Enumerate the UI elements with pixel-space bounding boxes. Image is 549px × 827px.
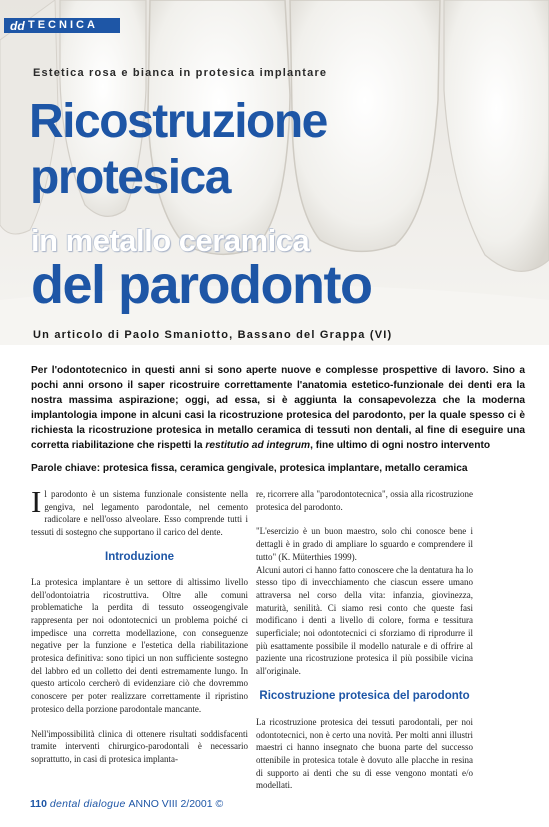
left-column: [31, 484, 248, 778]
section-tag: [4, 18, 120, 33]
kicker: Estetica rosa e bianca in protesica implantare: [33, 67, 328, 79]
abstract-latin: restitutio ad integrum: [205, 440, 311, 451]
issue-info: ANNO VIII 2/2001 ©: [128, 798, 224, 810]
title-line-2: protesica: [30, 151, 230, 204]
abstract-text: Per l'odontotecnico in questi anni si sono aperte nuove e complesse prospettive di lavoro. Sino a pochi anni orsono il saper ricostruire correttamente l'anatomia estetico-funzionale dei denti era la nostra massima aspirazione; oggi, ad essa, si è aggiunta la consapevolezza che la moderna implantologia impone in alcuni casi la ricostruzione protesica del parodonto, per la quale spesso ci è richiesta la ricostruzione protesica in metallo ceramica di tessuti non dentali, al fine di eseguire una corretta riabilitazione che rispetti la: [31, 365, 525, 451]
intro-text: l parodonto è un sistema funzionale consistente nella gengiva, nel legamento parodontale, nel cemento radicolare e nell'osso alveolare. Esso comprende tutti i tessuti di sostegno che supportano il carico del dente.: [31, 489, 248, 538]
paragraph: re, ricorrere alla "parodontotecnica", ossia alla ricostruzione protesica del parodonto.: [256, 489, 473, 512]
title-line-1: Ricostruzione: [29, 95, 327, 148]
keywords: Parole chiave: protesica fissa, ceramica gengivale, protesica implantare, metallo ceramica: [31, 463, 468, 474]
page-number: 110: [30, 798, 47, 810]
right-column: [256, 488, 473, 804]
paragraph: Alcuni autori ci hanno fatto conoscere che la dentatura ha lo stesso tipo di invecchiamento che ciascun essere umano attraversa nel corso della vita: infanzia, giovinezza, maturità, senilità. Ci siamo resi conto che queste fasi modificano i denti a livello di colore, forma e tessitura superficiale; noi odontotecnici ci sforziamo di riprodurre il più esattamente possibile il modello naturale e di offrire al paziente una ricostruzione protesica il più possibile vicina all'originale.: [256, 564, 473, 677]
abstract: [31, 363, 525, 453]
title-line-4: del parodonto: [31, 255, 372, 315]
quote: "L'esercizio è un buon maestro, solo chi conosce bene i dettagli è in grado di ampliare lo sguardo e comprendere il tutto" (K. Müterthies 1999).: [256, 526, 473, 562]
intro-paragraph: [31, 484, 248, 539]
abstract-end: , fine ultimo di ogni nostro intervento: [310, 440, 491, 451]
paragraph: La protesica implantare è un settore di altissimo livello dell'odontoiatria ricostruttiva. Oltre alle comuni problematiche la perdita di tessuto osseogengivale rappresenta per noi odontotecnici un problema poiché ci impedisce una corretta modellazione, con conseguenze negative per la funzione e l'estetica della riabilitazione protesica definitiva: sono tipici un non sufficiente sostegno del labbro ed un colletto dei denti estremamente lungo. In questo articolo cercherò di evidenziare ciò che dovremmo conoscere per poter realizzare correttamente il ripristino protesico della porzione parodontale mancante.: [31, 576, 248, 714]
heading-introduzione: Introduzione: [105, 550, 174, 563]
heading-ricostruzione: Ricostruzione protesica del parodonto: [259, 689, 470, 702]
page-footer: [30, 798, 223, 810]
magazine-logo: dd: [10, 19, 25, 33]
byline: Un articolo di Paolo Smaniotto, Bassano del Grappa (VI): [33, 329, 393, 341]
drop-cap: I: [31, 484, 42, 519]
paragraph: Nell'impossibilità clinica di ottenere risultati soddisfacenti tramite interventi chirurgico-parodontali è necessario soprattutto, in casi di protesica implanta-: [31, 728, 248, 764]
paragraph: La ricostruzione protesica dei tessuti parodontali, per noi odontotecnici, non è certo una novità. Per molti anni illustri maestri ci hanno insegnato che buona parte del successo ottenibile in protesica totale è dovuto alle placche in resina di supporto ai denti che su di esse vengono montati e/o modellati.: [256, 716, 473, 791]
magazine-name: dental dialogue: [49, 798, 126, 810]
title-line-3: in metallo ceramica: [31, 223, 310, 258]
hero-photo: [0, 0, 549, 345]
section-label: TECNICA: [28, 19, 98, 31]
